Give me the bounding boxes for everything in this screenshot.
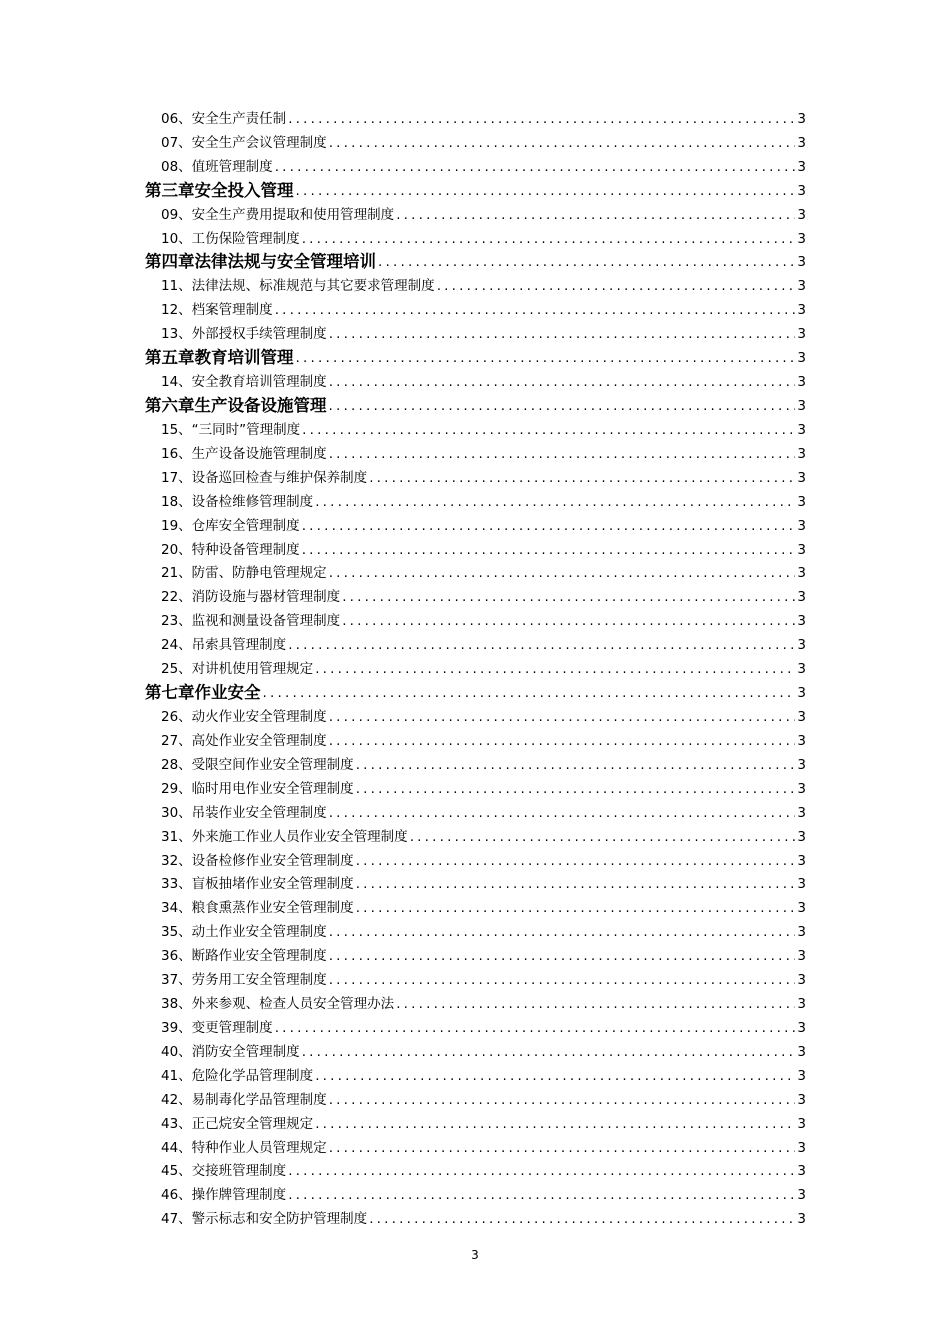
toc-entry[interactable] bbox=[145, 702, 806, 726]
dot-leader bbox=[329, 1091, 796, 1109]
dot-leader bbox=[315, 660, 795, 678]
toc-entry-title: 13、外部授权手续管理制度 bbox=[161, 326, 327, 343]
toc-entry[interactable] bbox=[145, 511, 806, 535]
toc-entry-title: 20、特种设备管理制度 bbox=[161, 541, 300, 558]
toc-entry-title: 38、外来参观、检查人员安全管理办法 bbox=[161, 996, 395, 1013]
dot-leader bbox=[396, 995, 795, 1013]
toc-chapter-heading[interactable] bbox=[145, 678, 806, 702]
dot-leader bbox=[329, 373, 796, 391]
dot-leader bbox=[302, 541, 796, 559]
toc-entry-page: 3 bbox=[797, 254, 806, 271]
toc-entry-page: 3 bbox=[797, 493, 806, 510]
toc-chapter-heading[interactable] bbox=[145, 176, 806, 200]
dot-leader bbox=[263, 684, 796, 702]
dot-leader bbox=[302, 1043, 796, 1061]
toc-entry[interactable] bbox=[145, 463, 806, 487]
toc-entry-page: 3 bbox=[797, 613, 806, 630]
dot-leader bbox=[356, 875, 796, 893]
dot-leader bbox=[342, 588, 795, 606]
toc-entry-title: 27、高处作业安全管理制度 bbox=[161, 732, 327, 749]
toc-entry-title: 33、盲板抽堵作业安全管理制度 bbox=[161, 876, 354, 893]
toc-entry-page: 3 bbox=[797, 158, 806, 175]
toc-entry-page: 3 bbox=[797, 1067, 806, 1084]
toc-entry-title: 12、档案管理制度 bbox=[161, 302, 273, 319]
toc-entry-page: 3 bbox=[797, 780, 806, 797]
toc-entry[interactable] bbox=[145, 439, 806, 463]
toc-entry-title: 44、特种作业人员管理规定 bbox=[161, 1139, 327, 1156]
toc-entry-title: 47、警示标志和安全防护管理制度 bbox=[161, 1211, 368, 1228]
dot-leader bbox=[315, 1067, 795, 1085]
dot-leader bbox=[329, 445, 796, 463]
dot-leader bbox=[329, 397, 796, 415]
toc-entry-title: 14、安全教育培训管理制度 bbox=[161, 374, 327, 391]
toc-entry-title: 08、值班管理制度 bbox=[161, 158, 273, 175]
dot-leader bbox=[288, 1162, 795, 1180]
dot-leader bbox=[302, 421, 795, 439]
toc-entry[interactable] bbox=[145, 798, 806, 822]
toc-entry-title: 09、安全生产费用提取和使用管理制度 bbox=[161, 206, 395, 223]
toc-entry-page: 3 bbox=[797, 1187, 806, 1204]
toc-entry[interactable] bbox=[145, 822, 806, 846]
toc-entry-title: 18、设备检维修管理制度 bbox=[161, 493, 314, 510]
toc-entry-page: 3 bbox=[797, 565, 806, 582]
dot-leader bbox=[329, 732, 796, 750]
toc-entry-title: 32、设备检修作业安全管理制度 bbox=[161, 852, 354, 869]
dot-leader bbox=[315, 1115, 795, 1133]
toc-entry-title: 46、操作牌管理制度 bbox=[161, 1187, 287, 1204]
toc-entry-title: 11、法律法规、标准规范与其它要求管理制度 bbox=[161, 278, 435, 295]
dot-leader bbox=[329, 971, 796, 989]
toc-chapter-heading[interactable] bbox=[145, 391, 806, 415]
toc-entry-title: 43、正己烷安全管理规定 bbox=[161, 1115, 314, 1132]
toc-entry-title: 37、劳务用工安全管理制度 bbox=[161, 972, 327, 989]
toc-entry[interactable] bbox=[145, 917, 806, 941]
dot-leader bbox=[329, 1139, 796, 1157]
dot-leader bbox=[315, 493, 795, 511]
toc-entry[interactable] bbox=[145, 1037, 806, 1061]
toc-entry[interactable] bbox=[145, 319, 806, 343]
toc-entry-title: 22、消防设施与器材管理制度 bbox=[161, 589, 341, 606]
toc-entry-title: 25、对讲机使用管理规定 bbox=[161, 661, 314, 678]
toc-entry-title: 10、工伤保险管理制度 bbox=[161, 230, 300, 247]
toc-entry[interactable] bbox=[145, 654, 806, 678]
toc-entry-title: 39、变更管理制度 bbox=[161, 1019, 273, 1036]
toc-entry-page: 3 bbox=[797, 852, 806, 869]
dot-leader bbox=[378, 253, 795, 271]
toc-entry-title: 29、临时用电作业安全管理制度 bbox=[161, 780, 354, 797]
dot-leader bbox=[275, 1019, 796, 1037]
dot-leader bbox=[296, 349, 796, 367]
toc-entry[interactable] bbox=[145, 941, 806, 965]
toc-entry-title: 21、防雷、防静电管理规定 bbox=[161, 565, 327, 582]
toc-entry[interactable] bbox=[145, 774, 806, 798]
toc-entry-title: 23、监视和测量设备管理制度 bbox=[161, 613, 341, 630]
dot-leader bbox=[329, 804, 796, 822]
toc-entry-title: 26、动火作业安全管理制度 bbox=[161, 708, 327, 725]
dot-leader bbox=[275, 158, 796, 176]
toc-entry-page: 3 bbox=[797, 206, 806, 223]
toc-entry-page: 3 bbox=[797, 637, 806, 654]
toc-entry-title: 36、断路作业安全管理制度 bbox=[161, 948, 327, 965]
dot-leader bbox=[437, 277, 796, 295]
toc-entry-page: 3 bbox=[797, 469, 806, 486]
toc-entry[interactable] bbox=[145, 415, 806, 439]
dot-leader bbox=[342, 612, 795, 630]
toc-entry[interactable] bbox=[145, 1085, 806, 1109]
toc-entry-page: 3 bbox=[797, 996, 806, 1013]
toc-entry[interactable] bbox=[145, 846, 806, 870]
dot-leader bbox=[329, 134, 796, 152]
dot-leader bbox=[275, 301, 796, 319]
toc-entry-page: 3 bbox=[797, 900, 806, 917]
toc-entry-title: 34、粮食熏蒸作业安全管理制度 bbox=[161, 900, 354, 917]
toc-entry-page: 3 bbox=[797, 1139, 806, 1156]
toc-entry-page: 3 bbox=[797, 397, 806, 414]
dot-leader bbox=[302, 517, 796, 535]
page-number: 3 bbox=[471, 1248, 479, 1262]
toc-entry[interactable] bbox=[145, 200, 806, 224]
dot-leader bbox=[288, 636, 795, 654]
toc-entry-page: 3 bbox=[797, 661, 806, 678]
toc-entry-page: 3 bbox=[797, 1211, 806, 1228]
toc-entry-page: 3 bbox=[797, 110, 806, 127]
toc-entry[interactable] bbox=[145, 726, 806, 750]
toc-entry-title: 第四章法律法规与安全管理培训 bbox=[145, 252, 376, 272]
toc-entry-title: 第五章教育培训管理 bbox=[145, 348, 294, 368]
dot-leader bbox=[410, 828, 796, 846]
dot-leader bbox=[356, 852, 796, 870]
toc-entry[interactable] bbox=[145, 1133, 806, 1157]
toc-entry-page: 3 bbox=[797, 230, 806, 247]
toc-entry-title: 07、安全生产会议管理制度 bbox=[161, 134, 327, 151]
toc-entry[interactable] bbox=[145, 224, 806, 248]
toc-entry-title: 30、吊装作业安全管理制度 bbox=[161, 804, 327, 821]
toc-entry[interactable] bbox=[145, 870, 806, 894]
toc-entry-page: 3 bbox=[797, 972, 806, 989]
toc-entry-page: 3 bbox=[797, 445, 806, 462]
toc-entry-page: 3 bbox=[797, 924, 806, 941]
toc-entry-page: 3 bbox=[797, 541, 806, 558]
toc-entry[interactable] bbox=[145, 965, 806, 989]
toc-entry[interactable] bbox=[145, 582, 806, 606]
toc-entry-page: 3 bbox=[797, 374, 806, 391]
toc-entry[interactable] bbox=[145, 487, 806, 511]
toc-entry-page: 3 bbox=[797, 1043, 806, 1060]
toc-entry[interactable] bbox=[145, 893, 806, 917]
toc-entry-title: 31、外来施工作业人员作业安全管理制度 bbox=[161, 828, 408, 845]
table-of-contents bbox=[145, 104, 806, 1228]
toc-entry-title: 42、易制毒化学品管理制度 bbox=[161, 1091, 327, 1108]
toc-chapter-heading[interactable] bbox=[145, 248, 806, 272]
toc-entry[interactable] bbox=[145, 606, 806, 630]
toc-entry-title: 19、仓库安全管理制度 bbox=[161, 517, 300, 534]
toc-entry-page: 3 bbox=[797, 589, 806, 606]
toc-entry-page: 3 bbox=[797, 756, 806, 773]
dot-leader bbox=[329, 564, 796, 582]
toc-entry-title: 28、受限空间作业安全管理制度 bbox=[161, 756, 354, 773]
toc-entry-page: 3 bbox=[797, 1115, 806, 1132]
toc-entry-page: 3 bbox=[797, 1163, 806, 1180]
toc-entry-page: 3 bbox=[797, 326, 806, 343]
toc-entry-page: 3 bbox=[797, 302, 806, 319]
toc-entry[interactable] bbox=[145, 271, 806, 295]
toc-entry[interactable] bbox=[145, 1109, 806, 1133]
dot-leader bbox=[329, 325, 796, 343]
dot-leader bbox=[329, 947, 796, 965]
toc-entry-page: 3 bbox=[797, 1091, 806, 1108]
dot-leader bbox=[369, 469, 795, 487]
toc-entry-title: 16、生产设备设施管理制度 bbox=[161, 445, 327, 462]
toc-entry[interactable] bbox=[145, 750, 806, 774]
toc-entry[interactable] bbox=[145, 535, 806, 559]
toc-entry[interactable] bbox=[145, 104, 806, 128]
toc-entry-page: 3 bbox=[797, 828, 806, 845]
toc-entry-page: 3 bbox=[797, 732, 806, 749]
toc-entry-page: 3 bbox=[797, 708, 806, 725]
toc-entry[interactable] bbox=[145, 295, 806, 319]
toc-entry[interactable] bbox=[145, 128, 806, 152]
toc-entry[interactable] bbox=[145, 989, 806, 1013]
toc-entry-page: 3 bbox=[797, 876, 806, 893]
toc-entry[interactable] bbox=[145, 1013, 806, 1037]
toc-entry[interactable] bbox=[145, 1157, 806, 1181]
toc-entry-page: 3 bbox=[797, 685, 806, 702]
toc-entry-page: 3 bbox=[797, 182, 806, 199]
dot-leader bbox=[296, 182, 796, 200]
toc-entry-page: 3 bbox=[797, 134, 806, 151]
toc-entry-title: 40、消防安全管理制度 bbox=[161, 1043, 300, 1060]
dot-leader bbox=[288, 110, 795, 128]
toc-entry[interactable] bbox=[145, 559, 806, 583]
toc-entry[interactable] bbox=[145, 367, 806, 391]
dot-leader bbox=[396, 206, 795, 224]
toc-entry-title: 15、“三同时”管理制度 bbox=[161, 421, 301, 438]
toc-entry-page: 3 bbox=[797, 1019, 806, 1036]
dot-leader bbox=[356, 756, 796, 774]
toc-entry-page: 3 bbox=[797, 517, 806, 534]
toc-entry-page: 3 bbox=[797, 350, 806, 367]
toc-entry-page: 3 bbox=[797, 804, 806, 821]
toc-entry[interactable] bbox=[145, 1204, 806, 1228]
toc-entry-page: 3 bbox=[797, 948, 806, 965]
toc-entry-title: 06、安全生产责任制 bbox=[161, 110, 287, 127]
dot-leader bbox=[356, 780, 796, 798]
toc-entry-page: 3 bbox=[797, 278, 806, 295]
toc-entry-title: 第三章安全投入管理 bbox=[145, 180, 294, 200]
dot-leader bbox=[329, 923, 796, 941]
toc-entry-page: 3 bbox=[797, 421, 806, 438]
toc-entry-title: 第七章作业安全 bbox=[145, 683, 261, 703]
dot-leader bbox=[369, 1210, 795, 1228]
toc-entry-title: 41、危险化学品管理制度 bbox=[161, 1067, 314, 1084]
toc-entry-title: 24、吊索具管理制度 bbox=[161, 637, 287, 654]
toc-entry[interactable] bbox=[145, 1180, 806, 1204]
dot-leader bbox=[302, 230, 796, 248]
dot-leader bbox=[329, 708, 796, 726]
toc-entry-title: 17、设备巡回检查与维护保养制度 bbox=[161, 469, 368, 486]
dot-leader bbox=[288, 1186, 795, 1204]
toc-entry[interactable] bbox=[145, 152, 806, 176]
toc-entry-title: 35、动土作业安全管理制度 bbox=[161, 924, 327, 941]
dot-leader bbox=[356, 899, 796, 917]
toc-chapter-heading[interactable] bbox=[145, 343, 806, 367]
toc-entry[interactable] bbox=[145, 630, 806, 654]
toc-entry[interactable] bbox=[145, 1061, 806, 1085]
toc-entry-title: 45、交接班管理制度 bbox=[161, 1163, 287, 1180]
toc-entry-title: 第六章生产设备设施管理 bbox=[145, 395, 327, 415]
